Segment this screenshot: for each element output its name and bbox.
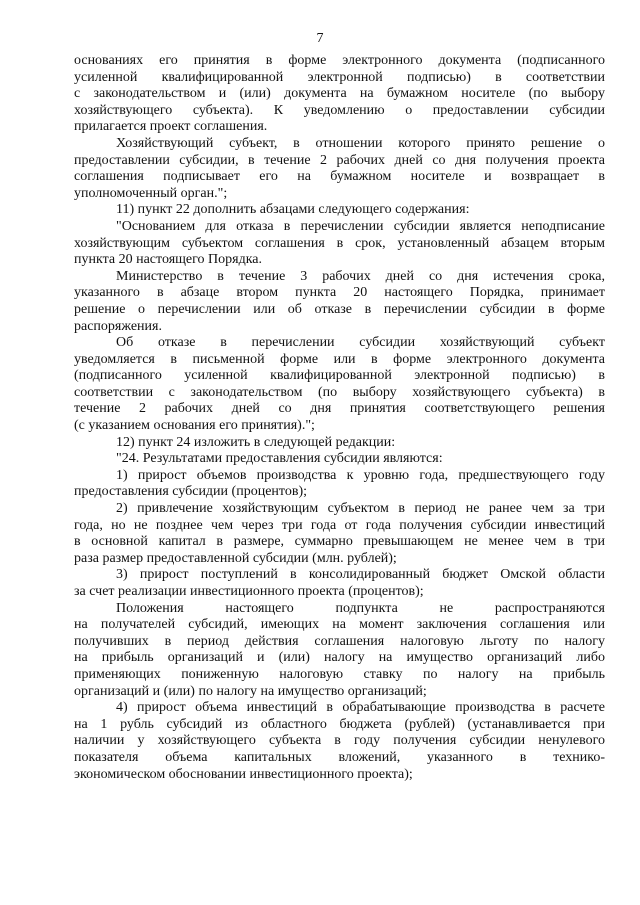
text-line: экономическом обосновании инвестиционного проекта); — [74, 766, 413, 782]
text-line: с законодательством и (или) документа на бумажном носителе (по выбору — [74, 86, 605, 102]
text-line: в основной капитал в размере, суммарно превышающем не менее чем в три — [74, 534, 605, 550]
text-line: хозяйствующим субъектом соглашения в срок, установленный абзацем вторым — [74, 235, 605, 251]
text-line: указанного в абзаце втором пункта 20 настоящего Порядка, принимает — [74, 285, 605, 301]
text-line: прилагается проект соглашения. — [74, 119, 268, 135]
text-line: предоставлении субсидии, в течение 2 рабочих дней со дня получения проекта — [74, 152, 605, 168]
text-line: показателя объема капитальных вложений, указанного в технико- — [74, 749, 605, 765]
text-line: уведомляется в письменной форме или в форме электронного документа — [74, 351, 605, 367]
text-line: наличии у хозяйствующего субъекта в году получения субсидии ненулевого — [74, 733, 605, 749]
text-line: основаниях его принятия в форме электронного документа (подписанного — [74, 53, 605, 68]
document-body — [74, 53, 605, 783]
text-line: распоряжения. — [74, 318, 162, 334]
text-line: применяющих пониженную налоговую ставку по налогу на прибыль — [74, 666, 605, 682]
text-line: 12) пункт 24 изложить в следующей редакции: — [116, 434, 396, 450]
text-line: организаций и (или) по налогу на имущество организаций; — [74, 683, 427, 699]
text-line: 3) прирост поступлений в консолидированный бюджет Омской области — [116, 567, 605, 583]
text-line: 2) привлечение хозяйствующим субъектом в период не ранее чем за три — [116, 501, 605, 517]
page-number: 7 — [316, 31, 324, 46]
text-line: раза размер предоставленной субсидии (млн. рублей); — [74, 550, 397, 566]
text-line: (подписанного усиленной квалифицированной электронной подписью) в — [74, 368, 605, 384]
text-line: 4) прирост объема инвестиций в обрабатывающие производства в расчете — [116, 700, 605, 716]
text-line: 11) пункт 22 дополнить абзацами следующего содержания: — [116, 202, 470, 218]
text-line: хозяйствующего субъекта). К уведомлению о предоставлении субсидии — [74, 102, 605, 118]
text-line: получивших в период действия соглашения налоговую льготу по налогу — [74, 633, 605, 649]
text-line: соглашения подписывает его на бумажном носителе и возвращает в — [74, 169, 605, 185]
text-line: пункта 20 настоящего Порядка. — [74, 252, 262, 268]
text-line: года, но не позднее чем через три года от года получения субсидии инвестиций — [74, 517, 605, 533]
text-line: за счет реализации инвестиционного проекта (процентов); — [74, 584, 424, 599]
text-line: на получателей субсидий, имеющих на момент заключения соглашения или — [74, 617, 605, 633]
text-line: Положения настоящего подпункта не распространяются — [116, 600, 605, 616]
text-line: Об отказе в перечислении субсидии хозяйствующий субъект — [116, 335, 605, 351]
text-line: решение о перечислении или об отказе в перечислении субсидии в форме — [74, 301, 605, 317]
text-line: Хозяйствующий субъект, в отношении которого принято решение о — [116, 135, 605, 151]
text-line: усиленной квалифицированной электронной подписью) в соответствии — [74, 69, 605, 85]
text-line: предоставления субсидии (процентов); — [74, 484, 307, 500]
text-line: уполномоченный орган."; — [74, 185, 228, 201]
text-line: (с указанием основания его принятия)."; — [74, 418, 315, 434]
text-line: соответствии с законодательством (по выбору хозяйствующего субъекта) в — [74, 384, 605, 400]
text-line: "24. Результатами предоставления субсидии являются: — [116, 451, 443, 467]
text-line: 1) прирост объемов производства к уровню года, предшествующего году — [116, 467, 605, 483]
text-line: "Основанием для отказа в перечислении субсидии является неподписание — [116, 218, 605, 234]
text-line: Министерство в течение 3 рабочих дней со дня истечения срока, — [116, 268, 605, 284]
text-line: течение 2 рабочих дней со дня принятия соответствующего решения — [74, 401, 605, 417]
text-line: на 1 рубль субсидий из областного бюджета (рублей) (устанавливается при — [74, 716, 605, 732]
text-line: на прибыль организаций и (или) налогу на имущество организаций либо — [74, 650, 605, 666]
